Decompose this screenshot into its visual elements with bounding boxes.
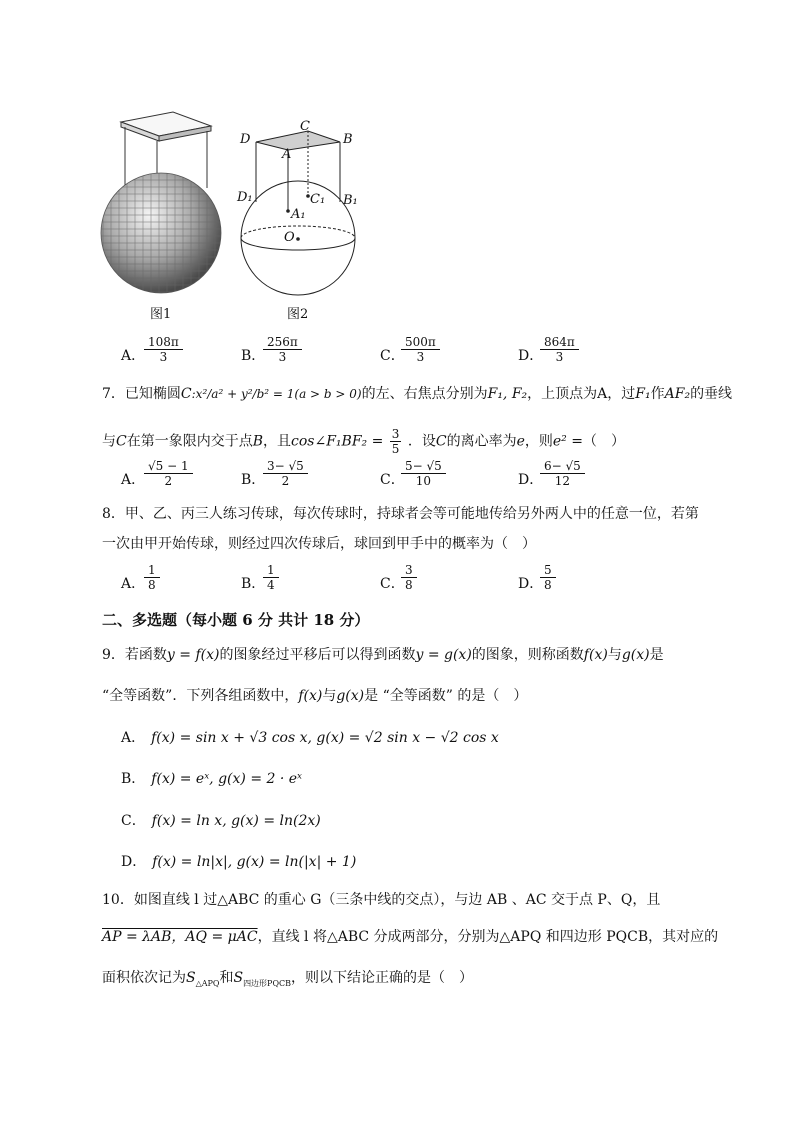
q8-line-1: 8．甲、乙、丙三人练习传球，每次传球时，持球者会等可能地传给另外两人中的任意一位，若第 [102, 506, 699, 522]
label-D: D [240, 132, 251, 147]
q9-option-d: D． f(x) = ln|x|, g(x) = ln(|x| + 1) [121, 854, 357, 870]
q8-option-c-label: C． [380, 576, 405, 592]
q6-option-c-label: C． [380, 348, 405, 364]
q6-option-c-value: $\frac{500\pi}{3}$ [403, 335, 438, 364]
q10-line-2: AP = λAB，AQ = μAC，直线 l 将△ABC 分成两部分，分别为△APQ 和四边形 PQCB，其对应的 [102, 929, 719, 945]
figure-1 [95, 110, 225, 310]
q9-option-b: B． f(x) = eˣ, g(x) = 2 · eˣ [121, 771, 303, 787]
q8-option-a-value: $\frac{1}{8}$ [146, 563, 158, 592]
q7-line-1: 7．已知椭圆C:x²/a² + y²/b² = 1(a > b > 0)的左、右焦点分别为F₁, F₂，上顶点为A，过F₁作AF₂的垂线 [102, 386, 733, 402]
section-2-heading: 二、多选题（每小题 6 分 共计 18 分） [102, 611, 370, 629]
label-O: O [284, 230, 295, 245]
q10-line-1: 10．如图直线 l 过△ABC 的重心 G（三条中线的交点），与边 AB 、AC 交于点 P、Q，且 [102, 892, 661, 908]
q6-option-d-value: $\frac{864\pi}{3}$ [542, 335, 577, 364]
q8-option-b-label: B． [241, 576, 266, 592]
q7-option-a-value: $\frac{√5 - 1}{2}$ [146, 459, 191, 488]
q8-option-d-label: D． [518, 576, 544, 592]
q7-option-d-value: $\frac{6- √5}{12}$ [542, 459, 583, 488]
q8-option-d-value: $\frac{5}{8}$ [542, 563, 554, 592]
q7-option-a-label: A． [121, 472, 146, 488]
q7-option-b-value: $\frac{3- √5}{2}$ [265, 459, 306, 488]
q9-option-c: C． f(x) = ln x, g(x) = ln(2x) [121, 813, 321, 829]
q9-line-1: 9．若函数y = f(x)的图象经过平移后可以得到函数y = g(x)的图象，则称函数f(x)与g(x)是 [102, 647, 664, 663]
q7-option-c-label: C． [380, 472, 405, 488]
q10-line-3: 面积依次记为$S_{\triangle APQ}$和$S_{四边形PQCB}$，则以下结论正确的是（ ） [102, 970, 474, 988]
q6-option-a-value: $\frac{108\pi}{3}$ [146, 335, 181, 364]
figure-1-caption: 图1 [150, 307, 172, 322]
q9-option-a: A． f(x) = sin x + √3 cos x, g(x) = √2 sin x − √2 cos x [121, 730, 499, 746]
label-C: C [300, 119, 310, 134]
q7-option-b-label: B． [241, 472, 266, 488]
disco-ball-illustration [95, 110, 225, 310]
q8-option-a-label: A． [121, 576, 146, 592]
q6-option-d-label: D． [518, 348, 544, 364]
q6-option-a-label: A． [121, 348, 146, 364]
q7-option-c-value: $\frac{5- √5}{10}$ [403, 459, 444, 488]
q6-option-b-value: $\frac{256\pi}{3}$ [265, 335, 300, 364]
q7-option-d-label: D． [518, 472, 544, 488]
label-C1: C₁ [310, 192, 326, 207]
q7-line-2: 与C在第一象限内交于点B，且cos∠F₁BF₂ = $\frac{3}{5}$ ．设C的离心率为e，则e² =（ ） [102, 427, 625, 456]
label-A: A [282, 147, 292, 162]
q8-option-c-value: $\frac{3}{8}$ [403, 563, 415, 592]
q7-cos-fraction: $\frac{3}{5}$ [391, 427, 400, 456]
q8-option-b-value: $\frac{1}{4}$ [265, 563, 277, 592]
q8-line-2: 一次由甲开始传球，则经过四次传球后，球回到甲手中的概率为（ ） [102, 536, 536, 552]
label-B1: B₁ [343, 193, 358, 208]
figure-2-caption: 图2 [287, 307, 309, 322]
label-A1: A₁ [291, 207, 306, 222]
label-B: B [343, 132, 353, 147]
q6-option-b-label: B． [241, 348, 266, 364]
q9-line-2: “全等函数”．下列各组函数中，f(x)与g(x)是 “全等函数” 的是（ ） [102, 688, 528, 704]
label-D1: D₁ [237, 190, 253, 205]
